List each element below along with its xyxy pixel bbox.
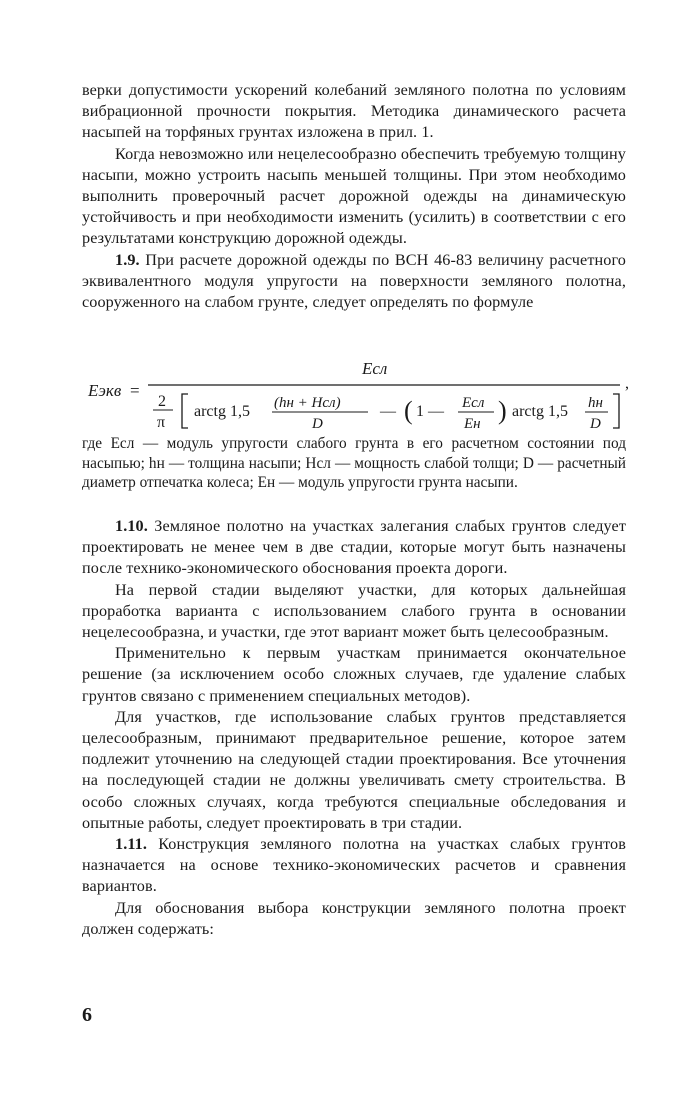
formula-numerator: Eсл (362, 359, 388, 378)
minus-sign: — (380, 403, 396, 420)
formula (80, 352, 640, 432)
section-text: Конструкция земляного полотна на участках слабых грунтов назначается на основе технико-экономических расчетов и сравнения вариантов. (82, 835, 626, 896)
inner-numerator: (hн + Hсл) (274, 395, 341, 411)
section-1-11 (82, 834, 626, 898)
comma: , (625, 375, 629, 392)
equals-sign: = (130, 381, 140, 400)
formula-svg (80, 352, 640, 432)
text-block-main (82, 516, 626, 940)
formula-lhs: Eэкв (88, 381, 122, 400)
e-n: Eн (464, 416, 481, 432)
text-block-top (82, 80, 626, 313)
section-1-9 (82, 250, 626, 314)
one-minus: 1 — (416, 403, 444, 420)
two: 2 (158, 393, 166, 410)
paragraph: На первой стадии выделяют участки, для которых дальнейшая проработка варианта с использованием слабого грунта в основании нецелесообразна, и участки, где этот вариант может быть целесообразным. (82, 580, 626, 642)
paragraph: Применительно к первым участкам принимается окончательное решение (за исключением особо сложных случаев, где удаление слабых грунтов связано с применением специальных методов). (82, 644, 626, 705)
left-bracket (182, 394, 188, 428)
paragraph: Для обоснования выбора конструкции земляного полотна проект должен содержать: (82, 898, 626, 938)
left-paren: ( (404, 396, 413, 425)
section-number: 1.11. (115, 835, 147, 854)
formula-legend: где Eсл — модуль упругости слабого грунта в его расчетном состоянии под насыпью; hн — толщина насыпи; Hсл — мощность слабой толщи; D — расчетный диаметр отпечатка колеса; Eн — модуль упругости грунта насыпи. (82, 435, 626, 492)
section-text: Земляное полотно на участках залегания слабых грунтов следует проектировать не менее чем в две стадии, которые могут быть назначены после технико-экономического обоснования проекта дороги. (82, 517, 626, 578)
page-number: 6 (82, 1004, 92, 1026)
pi: π (157, 414, 166, 431)
section-1-10 (82, 516, 626, 580)
right-bracket (613, 394, 619, 428)
e-sl: Eсл (462, 395, 485, 411)
paragraph: Для участков, где использование слабых грунтов представляется целесообразным, принимают предварительное решение, которое затем подлежит уточнению на следующей стадии проектирования. Все уточнения на последующей стадии не должны увеличивать смету строительства. В особо сложных случаях, когда требуются специальные обследования и опытные работы, следует проектировать в три стадии. (82, 707, 626, 832)
d-2: D (590, 416, 601, 432)
arctg-1: arctg 1,5 (194, 403, 250, 420)
section-text: При расчете дорожной одежды по ВСН 46-83 величину расчетного эквивалентного модуля упругости на поверхности земляного полотна, сооруженного на слабом грунте, следует определять по формуле (82, 250, 626, 312)
section-number: 1.10. (115, 517, 148, 535)
paragraph: верки допустимости ускорений колебаний земляного полотна по условиям вибрационной прочности покрытия. Методика динамического расчета насыпей на торфяных грунтах изложена в прил. 1. (82, 81, 626, 142)
paragraph: Когда невозможно или нецелесообразно обеспечить требуемую толщину насыпи, можно устроить насыпь меньшей толщины. При этом необходимо выполнить проверочный расчет дорожной одежды на динамическую устойчивость и при необходимости изменить (усилить) в соответствии с его результатами конструкцию дорожной одежды. (82, 144, 626, 248)
section-number: 1.9. (115, 250, 140, 269)
h-n: hн (588, 395, 603, 411)
inner-denominator-1: D (312, 416, 323, 432)
arctg-2: arctg 1,5 (512, 403, 568, 420)
right-paren: ) (498, 396, 507, 425)
